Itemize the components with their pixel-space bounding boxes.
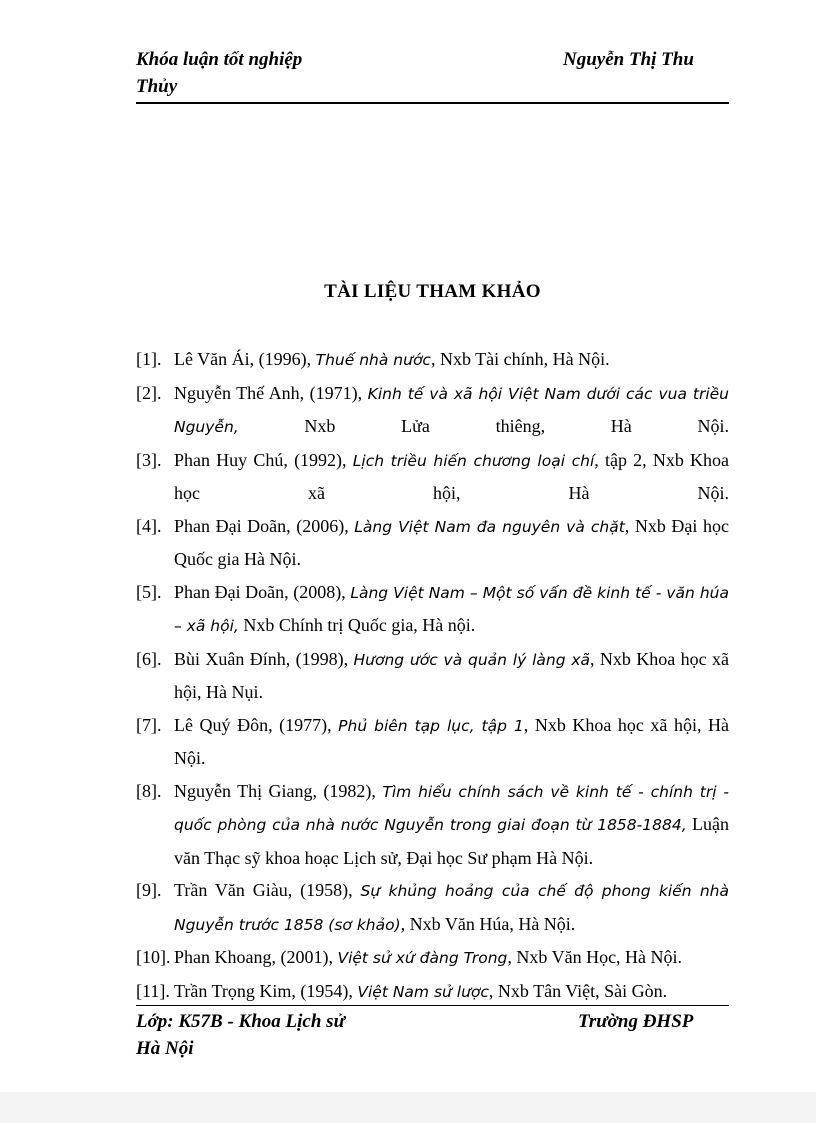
reference-item bbox=[136, 643, 729, 709]
reference-item bbox=[136, 775, 729, 875]
header-left: Khóa luận tốt nghiệp bbox=[136, 49, 303, 70]
reference-text: Bùi Xuân Đính, (1998), Hương ước và quản lý làng xã, Nxb Khoa học xã hội, Hà Nụi. bbox=[174, 648, 729, 702]
reference-number: [11]. bbox=[136, 980, 170, 1001]
reference-number: [5]. bbox=[136, 581, 162, 602]
reference-text: Trần Trọng Kim, (1954), Việt Nam sử lược, Nxb Tân Việt, Sài Gòn. bbox=[174, 980, 668, 1001]
reference-item bbox=[136, 874, 729, 941]
reference-item bbox=[136, 941, 729, 975]
reference-item bbox=[136, 444, 729, 510]
reference-item bbox=[136, 510, 729, 576]
reference-text: Lê Quý Đôn, (1977), Phủ biên tạp lục, tập 1, Nxb Khoa học xã hội, Hà Nội. bbox=[174, 714, 729, 768]
reference-text: Phan Đại Doãn, (2006), Làng Việt Nam đa nguyên và chặt, Nxb Đại học Quốc gia Hà Nội. bbox=[174, 515, 729, 569]
header-right: Nguyễn Thị Thu bbox=[563, 49, 694, 70]
header-wrap: Thủy bbox=[136, 76, 178, 97]
reference-number: [6]. bbox=[136, 648, 162, 669]
reference-number: [4]. bbox=[136, 515, 162, 536]
header-rule bbox=[136, 102, 729, 104]
reference-item bbox=[136, 576, 729, 643]
reference-number: [1]. bbox=[136, 349, 162, 369]
reference-item bbox=[136, 709, 729, 775]
footer-rule bbox=[136, 1005, 729, 1006]
reference-text: Nguyễn Thế Anh, (1971), Kinh tế và xã hội Việt Nam dưới các vua triều Nguyễn, Nxb Lửa thiêng, Hà Nội. bbox=[174, 382, 729, 436]
reference-text: Phan Khoang, (2001), Việt sử xứ đàng Trong, Nxb Văn Học, Hà Nội. bbox=[174, 947, 683, 967]
reference-text: Phan Huy Chú, (1992), Lịch triều hiến chương loại chí, tập 2, Nxb Khoa học xã hội, Hà Nội. bbox=[174, 449, 730, 503]
footer-left: Lớp: K57B - Khoa Lịch sử bbox=[136, 1011, 345, 1032]
reference-number: [8]. bbox=[136, 780, 162, 801]
page-bottom-margin bbox=[0, 1092, 816, 1123]
reference-number: [2]. bbox=[136, 382, 162, 403]
reference-item bbox=[136, 377, 729, 444]
reference-item bbox=[136, 975, 729, 1009]
reference-text: Trần Văn Giàu, (1958), Sự khủng hoảng của chế độ phong kiến nhà Nguyễn trước 1858 (sơ khảo), Nxb Văn Húa, Hà Nội. bbox=[174, 880, 729, 934]
reference-number: [10]. bbox=[136, 947, 171, 967]
reference-list bbox=[136, 343, 729, 1008]
reference-text: Nguyễn Thị Giang, (1982), Tìm hiểu chính sách về kinh tế - chính trị - quốc phòng của nhà nước Nguyễn trong giai đoạn từ 1858-1884, Luận văn Thạc sỹ khoa hoạc Lịch sử, Đại học Sư phạm Hà Nội. bbox=[174, 780, 730, 868]
reference-number: [9]. bbox=[136, 880, 162, 900]
reference-number: [7]. bbox=[136, 714, 162, 735]
reference-text: Phan Đại Doãn, (2008), Làng Việt Nam – Một số vấn đề kinh tế - văn húa – xã hội, Nxb Chính trị Quốc gia, Hà nội. bbox=[174, 581, 729, 635]
page-title: TÀI LIỆU THAM KHẢO bbox=[324, 281, 541, 302]
reference-number: [3]. bbox=[136, 449, 162, 470]
footer-right: Trường ĐHSP bbox=[578, 1011, 694, 1032]
reference-item bbox=[136, 343, 729, 377]
footer-wrap: Hà Nội bbox=[136, 1038, 194, 1059]
reference-text: Lê Văn Ái, (1996), Thuế nhà nước, Nxb Tài chính, Hà Nội. bbox=[174, 349, 610, 369]
